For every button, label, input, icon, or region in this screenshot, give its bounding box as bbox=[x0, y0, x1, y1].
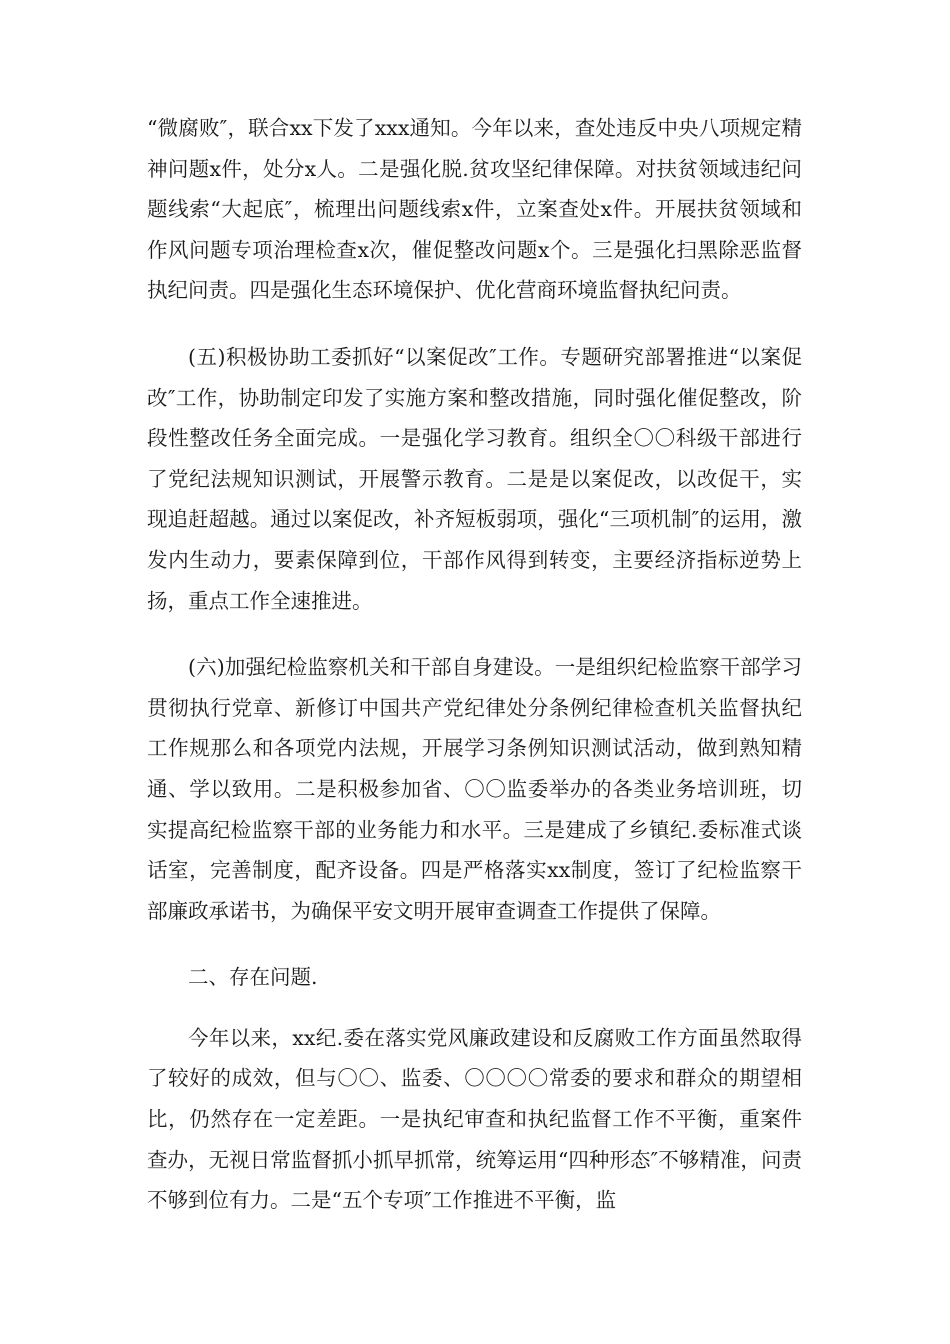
paragraph-section-6: (六)加强纪检监察机关和干部自身建设。一是组织纪检监察干部学习贯彻执行党章、新修订中国共产党纪律处分条例纪律检查机关监督执纪工作规那么和各项党内法规，开展学习条例知识测试活动，做到熟知精通、学以致用。二是积极参加省、〇〇监委举办的各类业务培训班，切实提高纪检监察干部的业务能力和水平。三是建成了乡镇纪.委标准式谈话室，完善制度，配齐设备。四是严格落实xx制度，签订了纪检监察干部廉政承诺书，为确保平安文明开展审查调查工作提供了保障。 bbox=[147, 655, 802, 923]
paragraph-section-5: (五)积极协助工委抓好“以案促改″工作。专题研究部署推进“以案促改″工作，协助制定印发了实施方案和整改措施，同时强化催促整改，阶段性整改任务全面完成。一是强化学习教育。组织全〇〇科级干部进行了党纪法规知识测试，开展警示教育。二是是以案促改，以改促干，实现追赶超越。通过以案促改，补齐短板弱项，强化“三项机制″的运用，激发内生动力，要素保障到位，干部作风得到转变，主要经济指标逆势上扬，重点工作全速推进。 bbox=[147, 344, 802, 613]
section-heading-problems: 二、存在问题. bbox=[188, 965, 318, 990]
document-body bbox=[147, 108, 802, 1247]
paragraph-problems: 今年以来，xx纪.委在落实党风廉政建设和反腐败工作方面虽然取得了较好的成效，但与〇〇、监委、〇〇〇〇常委的要求和群众的期望相比，仍然存在一定差距。一是执纪审查和执纪监督工作不平衡，重案件查办，无视日常监督抓小抓早抓常，统筹运用“四种形态″不够精准，问责不够到位有力。二是“五个专项″工作推进不平衡，监 bbox=[147, 1025, 802, 1213]
paragraph-continued: “微腐败″，联合xx下发了xxx通知。今年以来，查处违反中央八项规定精神问题x件，处分x人。二是强化脱.贫攻坚纪律保障。对扶贫领域违纪问题线索“大起底″，梳理出问题线索x件，立案查处x件。开展扶贫领域和作风问题专项治理检查x次，催促整改问题x个。三是强化扫黑除恶监督执纪问责。四是强化生态环境保护、优化营商环境监督执纪问责。 bbox=[147, 116, 802, 303]
